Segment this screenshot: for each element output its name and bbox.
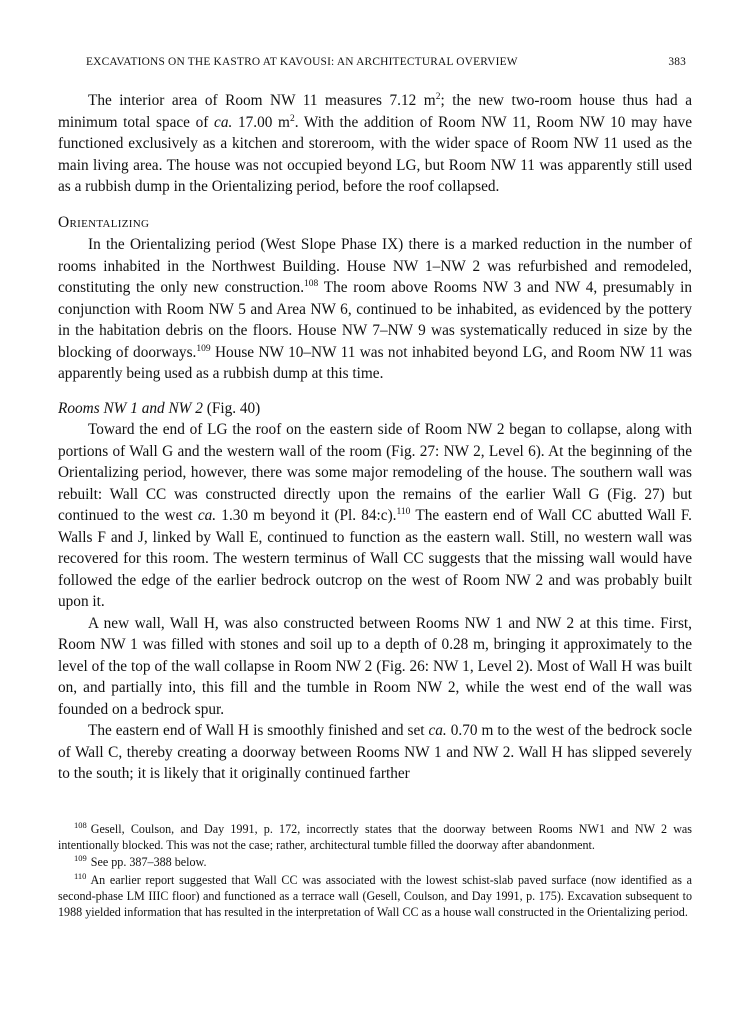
footnote-ref-110[interactable]: 110	[396, 507, 411, 517]
paragraph-wall-cc: Toward the end of LG the roof on the eastern side of Room NW 2 began to collapse, along with portions of Wall G and the western wall of the room (Fig. 27: NW 2, Level 6). At the beginning of the Orientalizing period, however, there was some major remodeling of the house. The southern wall was rebuilt: Wall CC was constructed directly upon the remains of the earlier Wall G (Fig. 27) but continued to the west ca. 1.30 m beyond it (Pl. 84:c).$^{110}$ The eastern end of Wall CC abutted Wall F. Walls F and J, linked by Wall E, continued to function as the eastern wall. Still, no western wall was recovered for this room. The western terminus of Wall CC suggests that the missing wall would have followed the edge of the earlier bedrock outcrop on the west of Room NW 2 and was probably built upon it.	[58, 421, 692, 610]
paragraph-room-nw11-area: The interior area of Room NW 11 measures 7.12 $m^2$; the new two-room house thus had a minimum total space of ca. 17.00 $m^2$. With the addition of Room NW 11, Room NW 10 may have functioned exclusively as a kitchen and storeroom, with the wider space of Room NW 11 used as the main living area. The house was not occupied beyond LG, but Room NW 11 was apparently still used as a rubbish dump in the Orientalizing period, before the roof collapsed.	[58, 92, 692, 195]
footnotes	[58, 822, 692, 920]
paragraph-wall-h-doorway: The eastern end of Wall H is smoothly finished and set ca. 0.70 m to the west of the bedrock socle of Wall C, thereby creating a doorway between Rooms NW 1 and NW 2. Wall H has slipped severely to the south; it is likely that it originally continued farther	[58, 722, 692, 782]
footnote-108: $^{108}$ Gesell, Coulson, and Day 1991, p. 172, incorrectly states that the doorway between Rooms NW1 and NW 2 was intentionally blocked. This was not the case; rather, architectural tumble filled the doorway after abandonment.	[58, 820, 692, 852]
section-heading-orientalizing: Orientalizing	[58, 213, 150, 231]
paragraph-orientalizing-overview: In the Orientalizing period (West Slope Phase IX) there is a marked reduction in the number of rooms inhabited in the Northwest Building. House NW 1–NW 2 was refurbished and remodeled, constituting the only new construction.$^{108}$ The room above Rooms NW 3 and NW 4, presumably in conjunction with Room NW 5 and Area NW 6, continued to be inhabited, as evidenced by the pottery in the habitation debris on the floors. House NW 7–NW 9 was systematically reduced in size by the blocking of doorways.$^{109}$ House NW 10–NW 11 was not inhabited beyond LG, and Room NW 11 was apparently being used as a rubbish dump at this time.	[58, 236, 692, 382]
running-head	[86, 56, 686, 68]
footnote-109: $^{109}$ See pp. 387–388 below.	[74, 853, 207, 870]
footnote-ref-109[interactable]: 109	[196, 343, 211, 354]
page-number: 383	[668, 56, 686, 68]
subheading-rooms-nw1-nw2: Rooms NW 1 and NW 2 (Fig. 40)	[58, 399, 261, 417]
footnote-110: $^{110}$ An earlier report suggested that Wall CC was associated with the lowest schist-slab paved surface (now identified as a second-phase LM IIIC floor) and functioned as a terrace wall (Gesell, Coulson, and Day 1991, p. 175). Excavation subsequent to 1988 yielded information that has resulted in the interpretation of Wall CC as a house wall constructed in the Orientalizing period.	[58, 871, 692, 919]
main-text	[58, 90, 692, 785]
running-head-title: EXCAVATIONS ON THE KASTRO AT KAVOUSI: AN ARCHITECTURAL OVERVIEW	[86, 56, 518, 68]
footnote-ref-108[interactable]: 108	[304, 279, 319, 289]
paragraph-wall-h: A new wall, Wall H, was also constructed between Rooms NW 1 and NW 2 at this time. First, Room NW 1 was filled with stones and soil up to a depth of 0.28 m, bringing it approximately to the level of the top of the wall collapse in Room NW 2 (Fig. 26: NW 1, Level 2). Most of Wall H was built on, and partially into, this fill and the tumble in Room NW 2, while the west end of the wall was founded on a bedrock spur.	[58, 614, 692, 718]
